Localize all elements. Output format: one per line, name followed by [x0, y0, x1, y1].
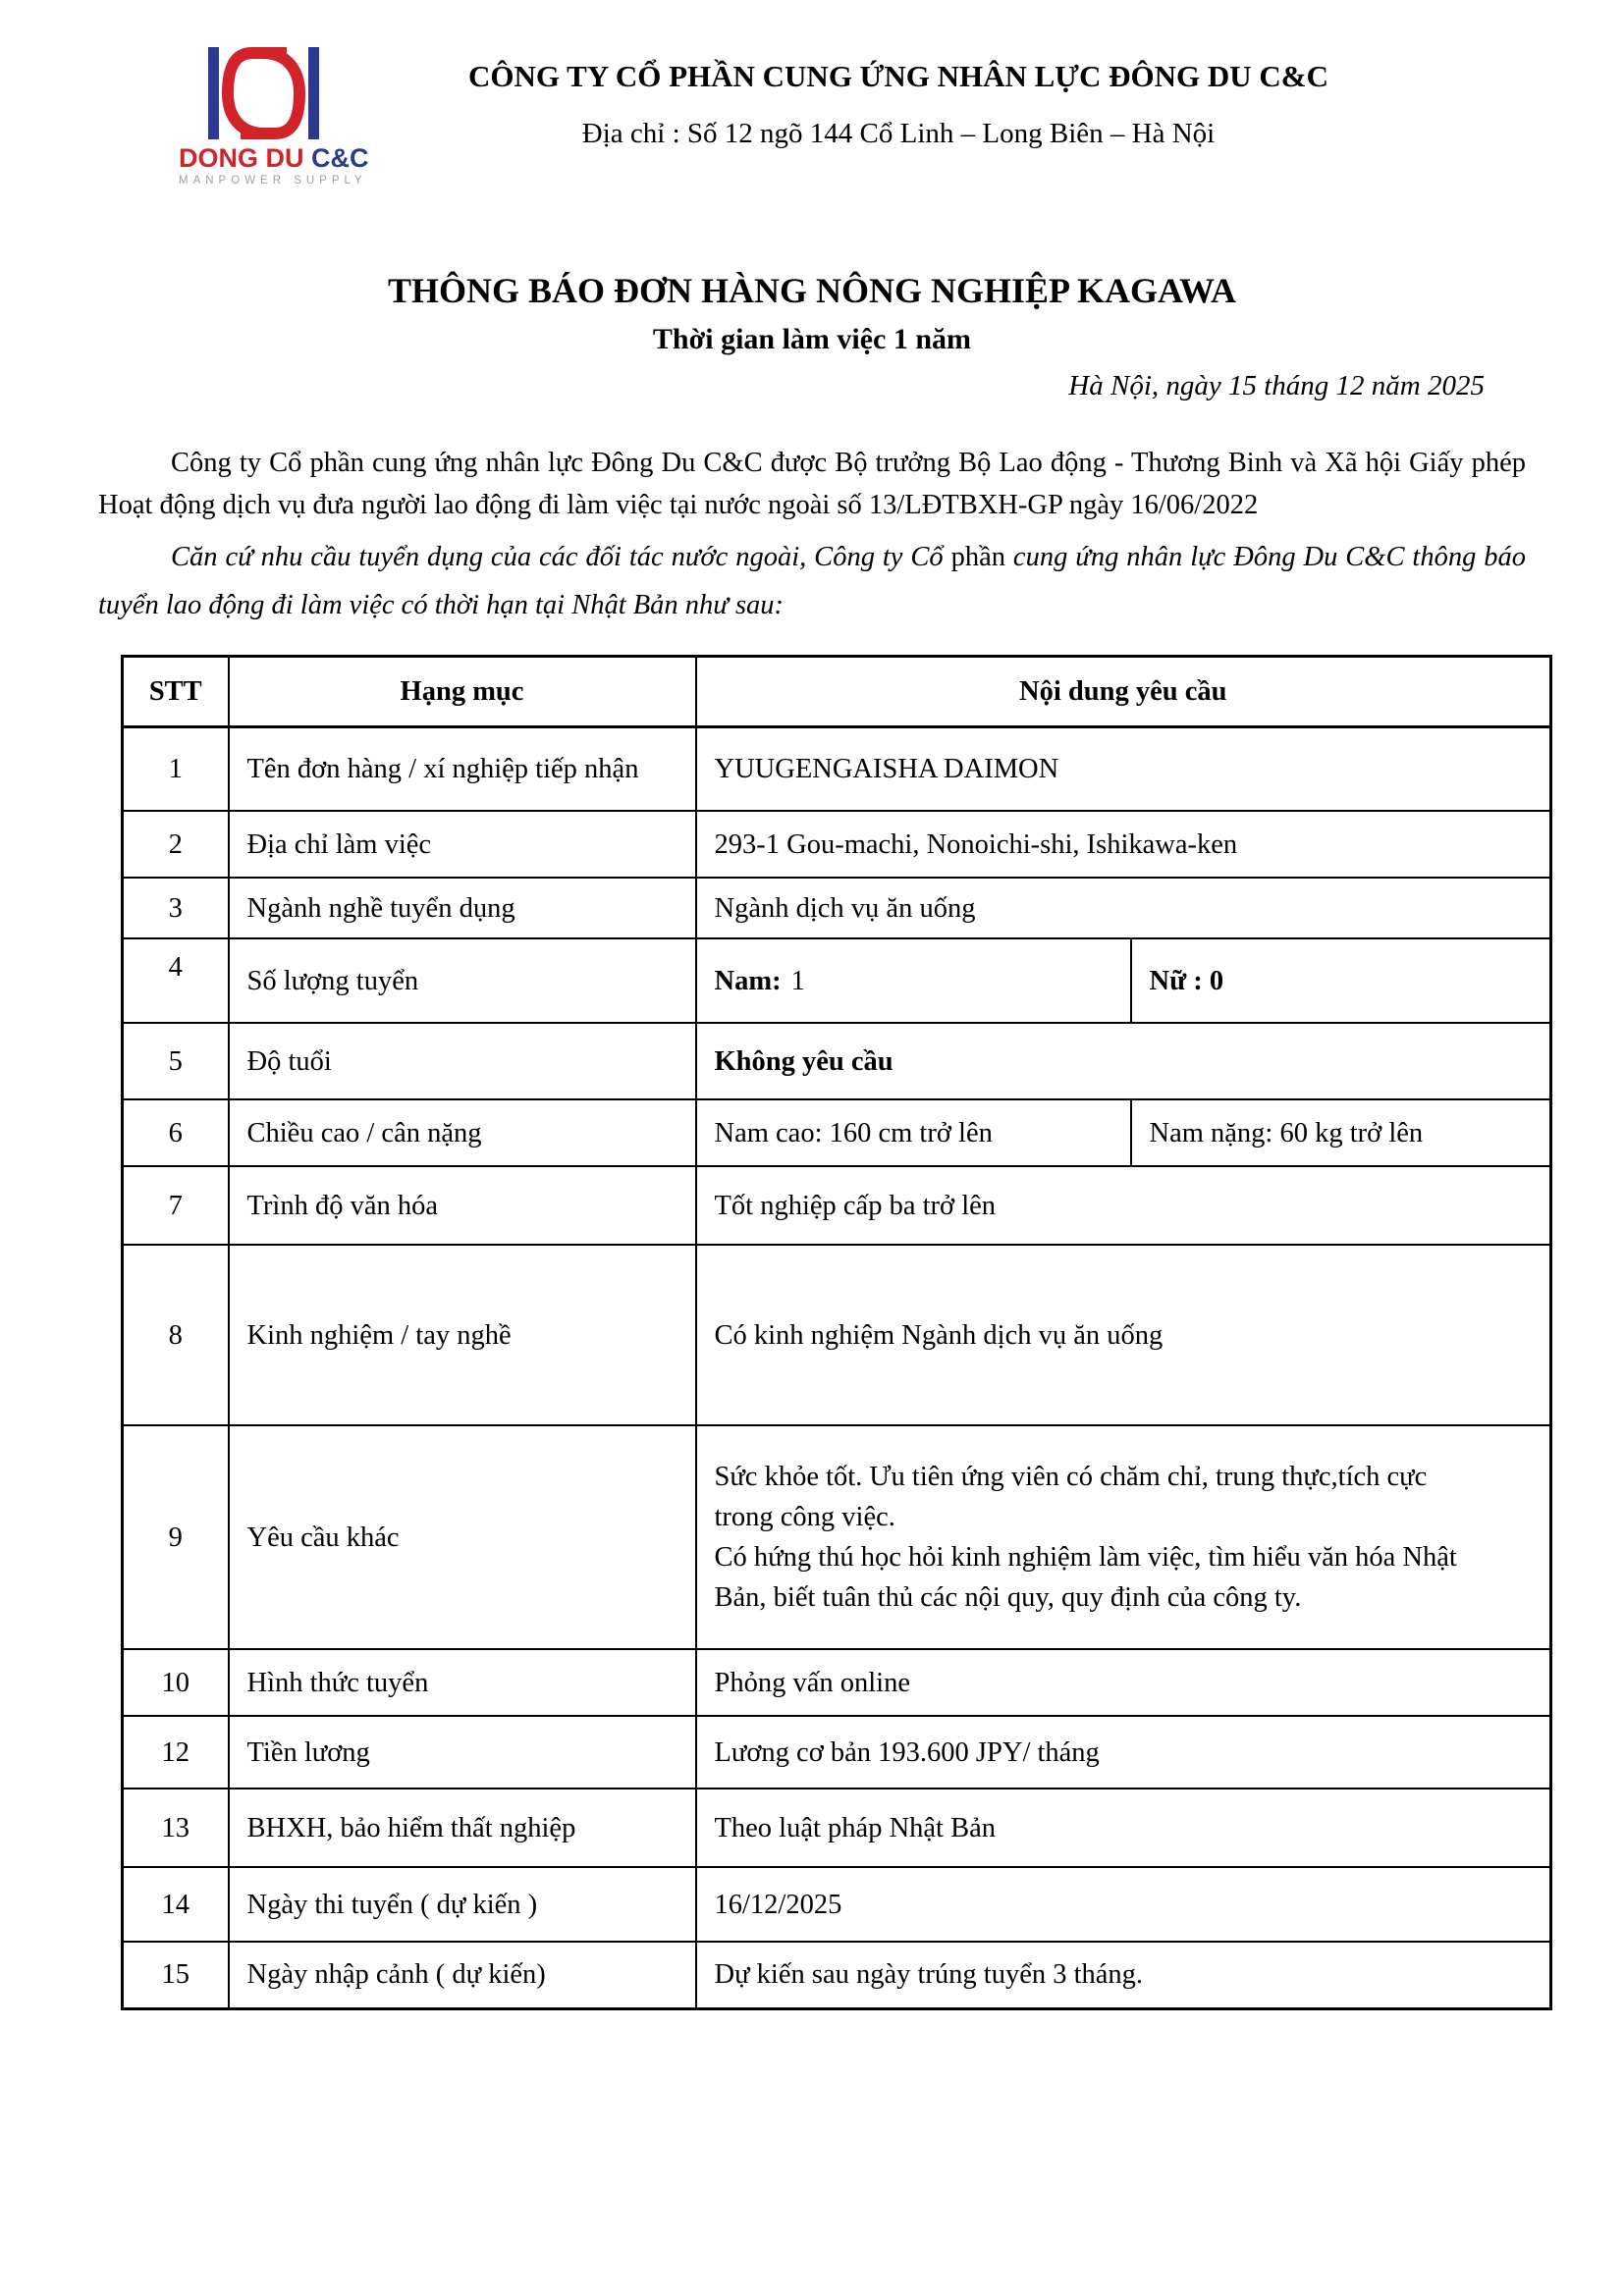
row-9-value-line-2: Có hứng thú học hỏi kinh nghiệm làm việc, tìm hiểu văn hóa Nhật Bản, biết tuân thủ các nội quy, quy định của công ty. — [714, 1542, 1457, 1614]
row-4-male-value: 1 — [790, 965, 805, 996]
dongdu-logo-icon — [208, 44, 319, 142]
table-row — [123, 1023, 1551, 1099]
table-row — [123, 1425, 1551, 1649]
row-9-value — [696, 1425, 1551, 1649]
title-block — [0, 270, 1624, 402]
row-2-label: Địa chỉ làm việc — [229, 811, 696, 878]
row-3-value: Ngành dịch vụ ăn uống — [696, 878, 1551, 938]
row-4-stt: 4 — [123, 938, 229, 1023]
company-logo — [179, 44, 369, 187]
header-item: Hạng mục — [229, 656, 696, 726]
row-12-stt: 12 — [123, 1716, 229, 1789]
table-row — [123, 1649, 1551, 1716]
row-4-male-count — [696, 938, 1131, 1023]
row-6-stt: 6 — [123, 1099, 229, 1166]
header-content: Nội dung yêu cầu — [696, 656, 1551, 726]
document-title: THÔNG BÁO ĐƠN HÀNG NÔNG NGHIỆP KAGAWA — [387, 271, 1237, 310]
table-row — [123, 1789, 1551, 1867]
row-10-stt: 10 — [123, 1649, 229, 1716]
row-10-value: Phỏng vấn online — [696, 1649, 1551, 1716]
row-8-value: Có kinh nghiệm Ngành dịch vụ ăn uống — [696, 1245, 1551, 1425]
row-8-label: Kinh nghiệm / tay nghề — [229, 1245, 696, 1425]
table-row — [123, 1867, 1551, 1942]
table-row — [123, 1245, 1551, 1425]
row-5-stt: 5 — [123, 1023, 229, 1099]
document-dateline: Hà Nội, ngày 15 tháng 12 năm 2025 — [1068, 370, 1485, 401]
logo-wordmark-dongdu: DONG DU — [179, 143, 304, 173]
table-row — [123, 1716, 1551, 1789]
row-10-label: Hình thức tuyển — [229, 1649, 696, 1716]
company-address: Địa chỉ : Số 12 ngõ 144 Cổ Linh – Long Biên – Hà Nội — [581, 118, 1216, 150]
row-6-height-req: Nam cao: 160 cm trở lên — [696, 1099, 1131, 1166]
row-1-value: YUUGENGAISHA DAIMON — [696, 726, 1551, 811]
row-9-value-line-1: Sức khỏe tốt. Ưu tiên ứng viên có chăm chỉ, trung thực,tích cực trong công việc. — [714, 1461, 1428, 1532]
row-15-value: Dự kiến sau ngày trúng tuyển 3 tháng. — [696, 1942, 1551, 2008]
row-4-female-count: Nữ : 0 — [1131, 938, 1551, 1023]
row-14-label: Ngày thi tuyển ( dự kiến ) — [229, 1867, 696, 1942]
table-row — [123, 1166, 1551, 1245]
row-14-value: 16/12/2025 — [696, 1867, 1551, 1942]
row-5-label: Độ tuổi — [229, 1023, 696, 1099]
row-6-weight-req: Nam nặng: 60 kg trở lên — [1131, 1099, 1551, 1166]
row-1-label: Tên đơn hàng / xí nghiệp tiếp nhận — [229, 726, 696, 811]
intro-paragraph-2 — [98, 533, 1526, 629]
logo-tagline: MANPOWER SUPPLY — [179, 175, 367, 187]
table-row — [123, 1099, 1551, 1166]
row-2-stt: 2 — [123, 811, 229, 878]
row-13-stt: 13 — [123, 1789, 229, 1867]
company-name: CÔNG TY CỔ PHẦN CUNG ỨNG NHÂN LỰC ĐÔNG DU C&C — [467, 59, 1328, 93]
table-row — [123, 1942, 1551, 2008]
row-13-label: BHXH, bảo hiểm thất nghiệp — [229, 1789, 696, 1867]
letterhead — [0, 0, 1624, 211]
row-12-value: Lương cơ bản 193.600 JPY/ tháng — [696, 1716, 1551, 1789]
row-14-stt: 14 — [123, 1867, 229, 1942]
row-7-label: Trình độ văn hóa — [229, 1166, 696, 1245]
row-3-label: Ngành nghề tuyển dụng — [229, 878, 696, 938]
row-7-stt: 7 — [123, 1166, 229, 1245]
document-subtitle: Thời gian làm việc 1 năm — [652, 323, 972, 355]
row-4-label: Số lượng tuyển — [229, 938, 696, 1023]
row-15-stt: 15 — [123, 1942, 229, 2008]
row-1-stt: 1 — [123, 726, 229, 811]
row-15-label: Ngày nhập cảnh ( dự kiến) — [229, 1942, 696, 2008]
intro-paragraph-2-upright: phần — [950, 541, 1005, 572]
row-9-stt: 9 — [123, 1425, 229, 1649]
row-5-value: Không yêu cầu — [696, 1023, 1551, 1099]
intro-paragraph-2-after: cung ứng nhân lực Đông Du C&C thông báo tuyển lao động đi làm việc có thời hạn tại Nhật Bản như sau: — [98, 541, 1527, 620]
logo-wordmark — [179, 143, 369, 173]
row-7-value: Tốt nghiệp cấp ba trở lên — [696, 1166, 1551, 1245]
intro-paragraph-2-before: Căn cứ nhu cầu tuyển dụng của các đối tác nước ngoài, Công ty Cổ — [171, 541, 951, 572]
logo-wordmark-cc: C&C — [311, 143, 369, 173]
table-row — [123, 726, 1551, 811]
table-row — [123, 938, 1551, 1023]
row-9-label: Yêu cầu khác — [229, 1425, 696, 1649]
table-header-row — [123, 656, 1551, 726]
intro-paragraph-1: Công ty Cổ phần cung ứng nhân lực Đông Du C&C được Bộ trưởng Bộ Lao động - Thương Binh và Xã hội Giấy phép Hoạt động dịch vụ đưa người lao động đi làm việc tại nước ngoài số 13/LĐTBXH-GP ngày 16/06/2022 — [98, 448, 1526, 521]
header-stt: STT — [123, 656, 229, 726]
table-row — [123, 811, 1551, 878]
row-6-label: Chiều cao / cân nặng — [229, 1099, 696, 1166]
row-3-stt: 3 — [123, 878, 229, 938]
row-13-value: Theo luật pháp Nhật Bản — [696, 1789, 1551, 1867]
table-row — [123, 878, 1551, 938]
row-12-label: Tiền lương — [229, 1716, 696, 1789]
row-8-stt: 8 — [123, 1245, 229, 1425]
row-4-male-label: Nam: — [714, 965, 782, 996]
row-2-value: 293-1 Gou-machi, Nonoichi-shi, Ishikawa-ken — [696, 811, 1551, 878]
requirements-table — [121, 655, 1552, 2010]
letterhead-text — [295, 44, 1502, 150]
